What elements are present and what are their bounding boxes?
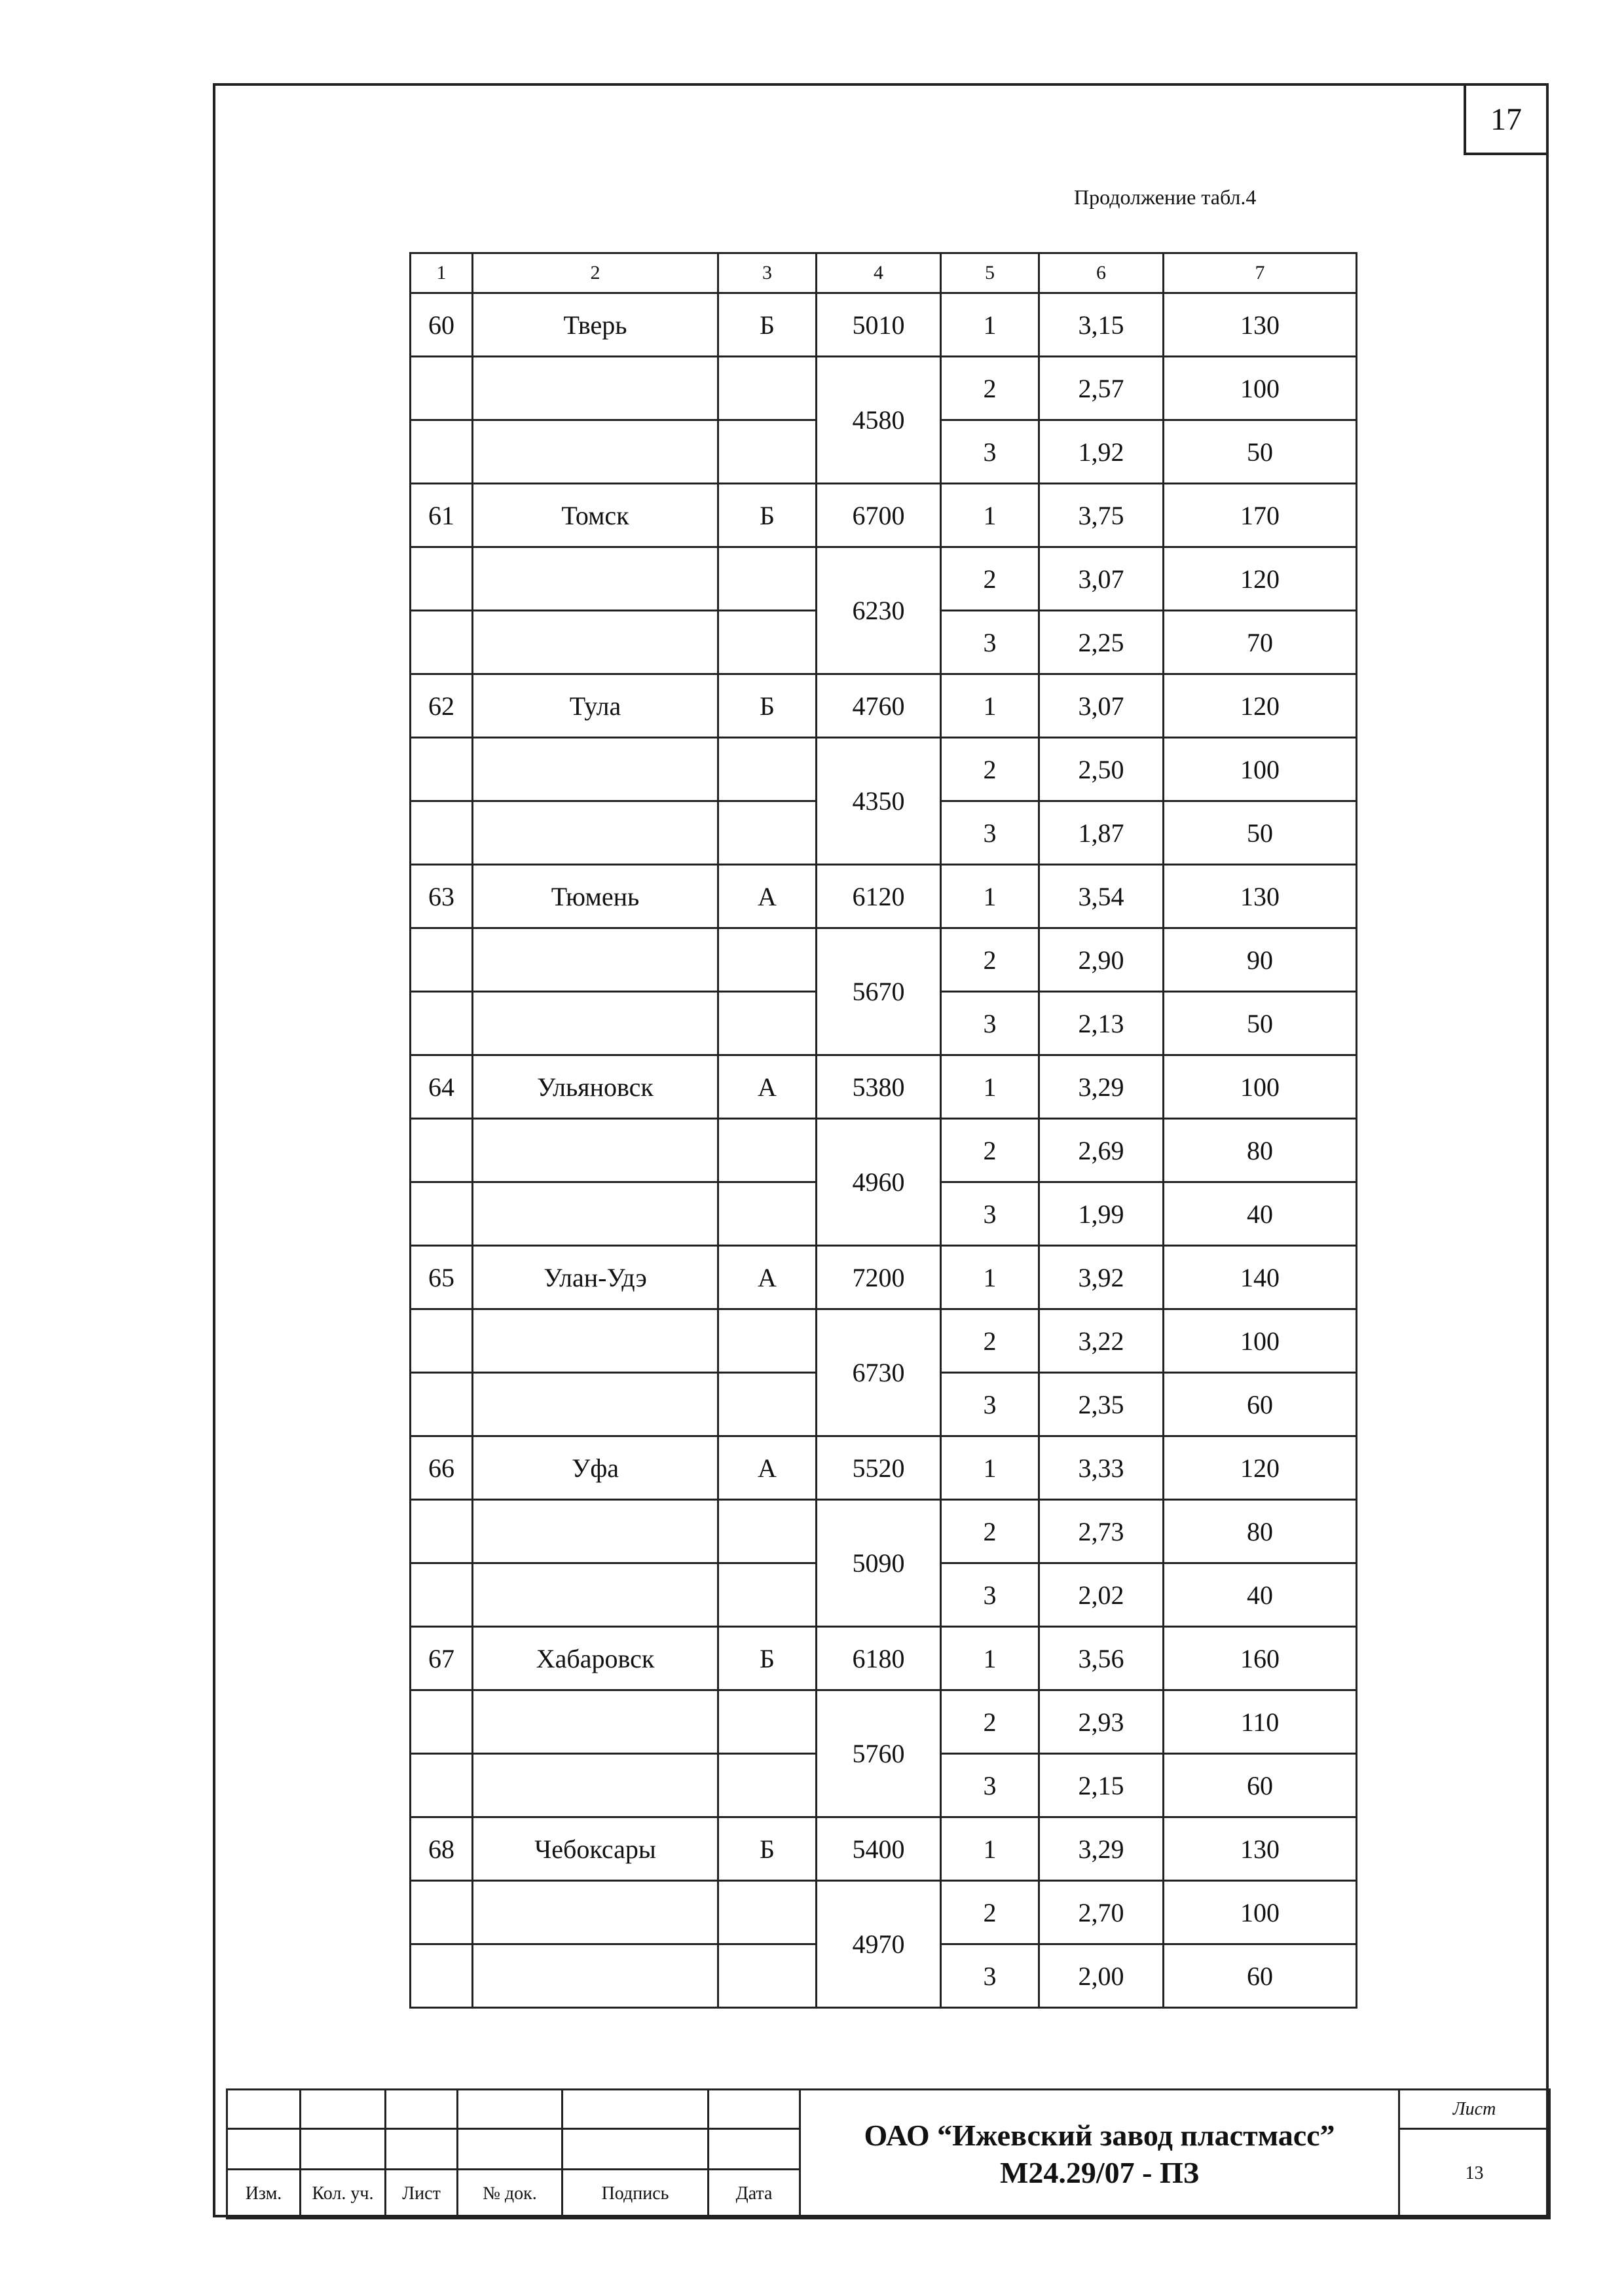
table-cell — [411, 547, 473, 611]
table-cell: 65 — [411, 1246, 473, 1309]
table-cell: 170 — [1164, 484, 1357, 547]
table-cell — [411, 357, 473, 420]
data-table — [409, 252, 1357, 2009]
stamp-label-signature: Подпись — [563, 2170, 709, 2219]
document-code: М24.29/07 - ПЗ — [999, 2156, 1200, 2189]
table-cell — [473, 420, 718, 484]
table-cell — [718, 1182, 817, 1246]
table-cell: Б — [718, 1817, 817, 1881]
table-cell: 7200 — [817, 1246, 941, 1309]
table-cell — [411, 1563, 473, 1627]
header-cell: 2 — [473, 253, 718, 293]
table-cell: 100 — [1164, 1881, 1357, 1944]
table-cell: 100 — [1164, 357, 1357, 420]
table-row — [411, 1119, 1357, 1182]
table-cell: Чебоксары — [473, 1817, 718, 1881]
table-cell: 50 — [1164, 992, 1357, 1055]
table-cell: 3,07 — [1039, 674, 1164, 738]
table-cell: 5010 — [817, 293, 941, 357]
table-cell — [718, 357, 817, 420]
table-cell — [718, 1754, 817, 1817]
table-cell: 1 — [941, 1627, 1039, 1690]
table-cell: 1,87 — [1039, 801, 1164, 865]
table-cell: 40 — [1164, 1182, 1357, 1246]
table-cell: 2,00 — [1039, 1944, 1164, 2008]
data-table-body — [411, 253, 1357, 2008]
table-cell: 50 — [1164, 420, 1357, 484]
table-row — [411, 865, 1357, 928]
stamp-cell — [227, 2090, 301, 2129]
table-cell — [473, 547, 718, 611]
table-cell — [473, 1881, 718, 1944]
table-cell: 6700 — [817, 484, 941, 547]
table-cell: 5380 — [817, 1055, 941, 1119]
table-cell: 61 — [411, 484, 473, 547]
table-cell: 4960 — [817, 1119, 941, 1246]
stamp-cell — [563, 2129, 709, 2170]
organization-name: ОАО “Ижевский завод пластмасс” — [864, 2118, 1335, 2152]
table-cell: 2,25 — [1039, 611, 1164, 674]
table-cell: 1 — [941, 674, 1039, 738]
table-cell: 80 — [1164, 1500, 1357, 1563]
table-row — [411, 357, 1357, 420]
table-cell: 67 — [411, 1627, 473, 1690]
table-cell: 120 — [1164, 1436, 1357, 1500]
table-row — [411, 484, 1357, 547]
table-cell — [473, 928, 718, 992]
table-cell — [473, 1119, 718, 1182]
table-cell: 3 — [941, 1944, 1039, 2008]
table-cell: 140 — [1164, 1246, 1357, 1309]
table-cell: 50 — [1164, 801, 1357, 865]
table-cell: А — [718, 1055, 817, 1119]
table-cell: 3,75 — [1039, 484, 1164, 547]
table-cell — [411, 992, 473, 1055]
table-cell — [473, 1563, 718, 1627]
table-cell: 2,73 — [1039, 1500, 1164, 1563]
table-cell — [473, 357, 718, 420]
table-cell: 80 — [1164, 1119, 1357, 1182]
table-cell: 5760 — [817, 1690, 941, 1817]
table-cell — [411, 1119, 473, 1182]
stamp-title-cell — [800, 2090, 1399, 2219]
table-cell: А — [718, 865, 817, 928]
stamp-label-list: Лист — [386, 2170, 458, 2219]
table-row — [411, 1436, 1357, 1500]
table-cell: 3 — [941, 1754, 1039, 1817]
table-cell: Тверь — [473, 293, 718, 357]
sheet-value: 13 — [1399, 2129, 1550, 2219]
table-cell: 2,15 — [1039, 1754, 1164, 1817]
table-cell: 2,35 — [1039, 1373, 1164, 1436]
table-cell: А — [718, 1436, 817, 1500]
header-cell: 1 — [411, 253, 473, 293]
table-cell: 2,57 — [1039, 357, 1164, 420]
table-row — [411, 1817, 1357, 1881]
table-cell — [411, 1182, 473, 1246]
table-cell — [718, 928, 817, 992]
stamp-cell — [709, 2129, 800, 2170]
table-cell — [473, 1500, 718, 1563]
table-cell: 2,50 — [1039, 738, 1164, 801]
table-cell: 2,70 — [1039, 1881, 1164, 1944]
table-cell: 3 — [941, 1563, 1039, 1627]
stamp-cell — [563, 2090, 709, 2129]
table-cell: 1 — [941, 1436, 1039, 1500]
table-cell: 3,54 — [1039, 865, 1164, 928]
table-cell: 3,15 — [1039, 293, 1164, 357]
table-cell: 1 — [941, 1817, 1039, 1881]
stamp-cell — [458, 2129, 563, 2170]
table-cell: 130 — [1164, 865, 1357, 928]
table-cell — [718, 992, 817, 1055]
table-cell — [718, 801, 817, 865]
table-cell — [473, 1944, 718, 2008]
table-cell: Тюмень — [473, 865, 718, 928]
table-cell — [411, 801, 473, 865]
table-cell: 4350 — [817, 738, 941, 865]
title-block — [226, 2088, 1551, 2219]
table-cell: Ульяновск — [473, 1055, 718, 1119]
stamp-label-izm: Изм. — [227, 2170, 301, 2219]
table-cell: Б — [718, 484, 817, 547]
table-cell: 1 — [941, 865, 1039, 928]
header-row — [411, 253, 1357, 293]
table-cell: 3,33 — [1039, 1436, 1164, 1500]
table-cell: 2,69 — [1039, 1119, 1164, 1182]
table-cell: 2,02 — [1039, 1563, 1164, 1627]
header-cell: 7 — [1164, 253, 1357, 293]
stamp-label-doc-no: № док. — [458, 2170, 563, 2219]
table-row — [411, 928, 1357, 992]
table-cell: 6120 — [817, 865, 941, 928]
table-cell: 160 — [1164, 1627, 1357, 1690]
stamp-cell — [709, 2090, 800, 2129]
table-cell: 3,92 — [1039, 1246, 1164, 1309]
table-cell: 68 — [411, 1817, 473, 1881]
table-row — [411, 293, 1357, 357]
table-cell — [473, 1754, 718, 1817]
table-cell — [473, 1373, 718, 1436]
header-cell: 3 — [718, 253, 817, 293]
table-cell — [411, 1500, 473, 1563]
table-cell: 3,07 — [1039, 547, 1164, 611]
table-cell: Б — [718, 1627, 817, 1690]
table-cell: Томск — [473, 484, 718, 547]
table-cell: 110 — [1164, 1690, 1357, 1754]
table-cell — [718, 1881, 817, 1944]
table-cell: Б — [718, 674, 817, 738]
table-cell: 60 — [1164, 1754, 1357, 1817]
table-cell — [473, 738, 718, 801]
table-cell: 130 — [1164, 293, 1357, 357]
table-cell — [411, 1309, 473, 1373]
table-cell: 1 — [941, 484, 1039, 547]
table-cell: 3 — [941, 992, 1039, 1055]
stamp-cell — [386, 2129, 458, 2170]
table-cell: 63 — [411, 865, 473, 928]
table-cell: 4580 — [817, 357, 941, 484]
table-cell: 100 — [1164, 1055, 1357, 1119]
table-row — [411, 674, 1357, 738]
table-row — [411, 1627, 1357, 1690]
table-row — [411, 1500, 1357, 1563]
table-cell — [411, 738, 473, 801]
table-cell: 66 — [411, 1436, 473, 1500]
table-cell: 60 — [411, 293, 473, 357]
table-cell — [411, 1881, 473, 1944]
table-cell: 5520 — [817, 1436, 941, 1500]
table-cell: 3,22 — [1039, 1309, 1164, 1373]
table-cell: Уфа — [473, 1436, 718, 1500]
table-cell: 4970 — [817, 1881, 941, 2008]
table-cell: Улан-Удэ — [473, 1246, 718, 1309]
table-cell: 2 — [941, 928, 1039, 992]
table-cell: 6230 — [817, 547, 941, 674]
table-cell — [718, 611, 817, 674]
table-cell — [411, 1754, 473, 1817]
table-cell — [718, 1690, 817, 1754]
table-cell: 2 — [941, 1690, 1039, 1754]
table-cell: 3 — [941, 420, 1039, 484]
table-cell — [473, 611, 718, 674]
table-cell: 3 — [941, 1182, 1039, 1246]
table-row — [411, 1690, 1357, 1754]
table-cell: 2 — [941, 738, 1039, 801]
table-cell: 130 — [1164, 1817, 1357, 1881]
table-cell — [473, 1309, 718, 1373]
table-cell: 62 — [411, 674, 473, 738]
table-cell: 2 — [941, 1119, 1039, 1182]
table-cell: 90 — [1164, 928, 1357, 992]
table-cell: 2,90 — [1039, 928, 1164, 992]
table-cell: 6730 — [817, 1309, 941, 1436]
table-cell: 3 — [941, 801, 1039, 865]
table-cell: 100 — [1164, 738, 1357, 801]
table-cell: 2 — [941, 357, 1039, 420]
table-cell — [718, 1563, 817, 1627]
table-cell: 1,99 — [1039, 1182, 1164, 1246]
table-cell: 5090 — [817, 1500, 941, 1627]
table-cell — [718, 1309, 817, 1373]
sheet-number-box — [1464, 83, 1549, 155]
header-cell: 4 — [817, 253, 941, 293]
stamp-label-date: Дата — [709, 2170, 800, 2219]
table-cell: 2 — [941, 1500, 1039, 1563]
table-cell: 1 — [941, 293, 1039, 357]
table-cell — [473, 1182, 718, 1246]
table-cell — [411, 420, 473, 484]
table-cell: 3,56 — [1039, 1627, 1164, 1690]
header-cell: 5 — [941, 253, 1039, 293]
stamp-cell — [301, 2129, 386, 2170]
sheet-label: Лист — [1399, 2090, 1550, 2129]
table-row — [411, 1246, 1357, 1309]
table-row — [411, 547, 1357, 611]
table-cell: 6180 — [817, 1627, 941, 1690]
table-cell: 3 — [941, 611, 1039, 674]
stamp-cell — [227, 2129, 301, 2170]
table-row — [411, 738, 1357, 801]
table-cell: А — [718, 1246, 817, 1309]
table-cell: 5670 — [817, 928, 941, 1055]
table-cell: 5400 — [817, 1817, 941, 1881]
header-cell: 6 — [1039, 253, 1164, 293]
table-cell: Хабаровск — [473, 1627, 718, 1690]
stamp-cell — [301, 2090, 386, 2129]
table-cell: 60 — [1164, 1373, 1357, 1436]
table-cell: 2 — [941, 1309, 1039, 1373]
table-cell: 100 — [1164, 1309, 1357, 1373]
table-cell: 40 — [1164, 1563, 1357, 1627]
table-row — [411, 1881, 1357, 1944]
table-cell: Б — [718, 293, 817, 357]
table-cell: 2 — [941, 547, 1039, 611]
table-cell: 70 — [1164, 611, 1357, 674]
table-cell — [718, 1944, 817, 2008]
table-cell: 2 — [941, 1881, 1039, 1944]
table-cell: 3,29 — [1039, 1055, 1164, 1119]
table-cell: 3 — [941, 1373, 1039, 1436]
table-cell: 4760 — [817, 674, 941, 738]
table-continuation-caption: Продолжение табл.4 — [1074, 185, 1257, 209]
stamp-cell — [386, 2090, 458, 2129]
table-cell — [411, 1373, 473, 1436]
stamp-cell — [458, 2090, 563, 2129]
table-cell: 60 — [1164, 1944, 1357, 2008]
table-cell: 1 — [941, 1246, 1039, 1309]
table-cell — [718, 738, 817, 801]
table-cell: 120 — [1164, 547, 1357, 611]
table-cell — [473, 801, 718, 865]
table-cell: 1,92 — [1039, 420, 1164, 484]
table-cell — [473, 992, 718, 1055]
table-cell — [718, 1373, 817, 1436]
table-cell — [411, 1944, 473, 2008]
table-row — [411, 1055, 1357, 1119]
table-cell — [473, 1690, 718, 1754]
table-cell: 1 — [941, 1055, 1039, 1119]
table-cell — [718, 1119, 817, 1182]
sheet-number: 17 — [1490, 101, 1522, 137]
table-cell — [411, 1690, 473, 1754]
table-cell — [411, 928, 473, 992]
table-cell: Тула — [473, 674, 718, 738]
table-cell — [718, 420, 817, 484]
table-cell: 3,29 — [1039, 1817, 1164, 1881]
table-cell: 64 — [411, 1055, 473, 1119]
table-row — [411, 1309, 1357, 1373]
table-cell: 2,13 — [1039, 992, 1164, 1055]
table-cell: 2,93 — [1039, 1690, 1164, 1754]
table-cell: 120 — [1164, 674, 1357, 738]
table-cell — [718, 547, 817, 611]
stamp-label-kol-uch: Кол. уч. — [301, 2170, 386, 2219]
table-cell — [718, 1500, 817, 1563]
table-cell — [411, 611, 473, 674]
